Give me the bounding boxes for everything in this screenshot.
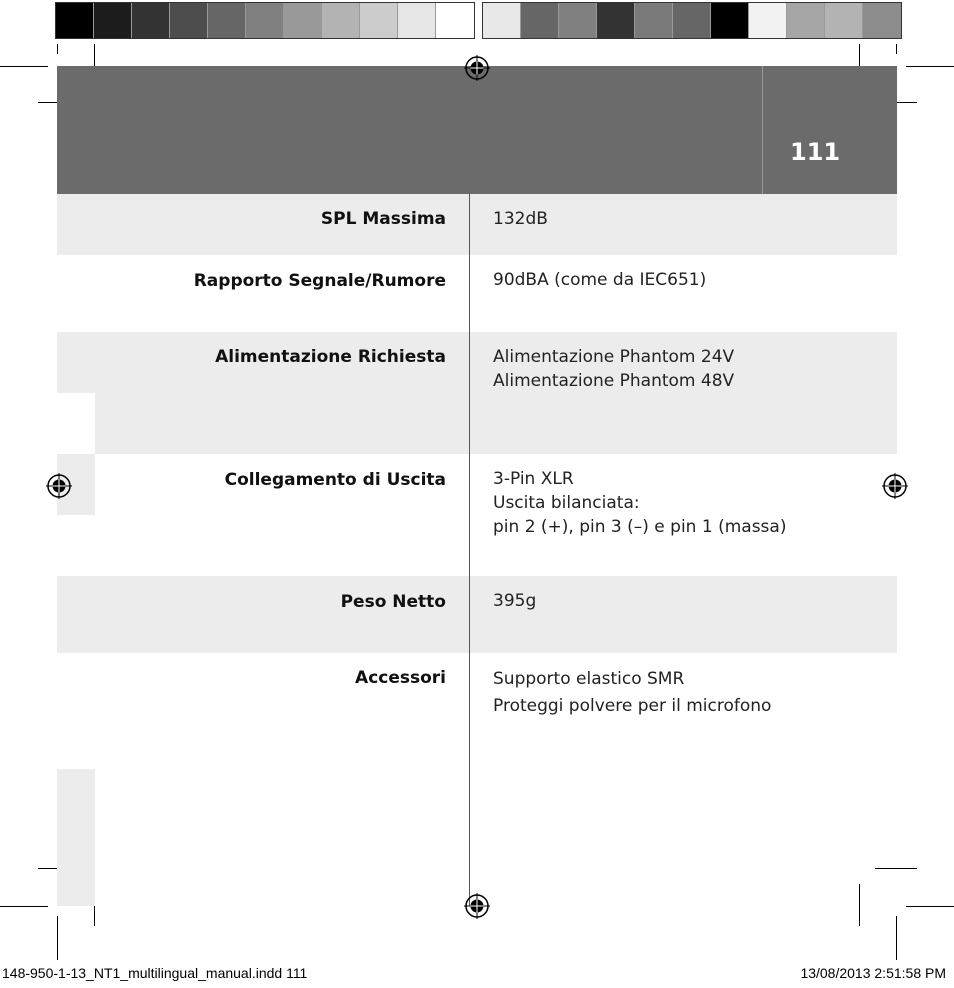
crop-mark — [859, 884, 860, 926]
left-margin-strip — [57, 769, 95, 906]
color-swatch — [284, 3, 322, 38]
crop-mark — [0, 906, 48, 907]
page-number: 111 — [790, 138, 841, 166]
color-swatch — [360, 3, 398, 38]
crop-mark — [57, 44, 58, 54]
color-swatch-bar-right — [482, 2, 902, 39]
spec-label-accessories: Accessori — [355, 668, 446, 688]
spec-value-output: 3-Pin XLR Uscita bilanciata: pin 2 (+), pin 3 (–) e pin 1 (massa) — [493, 469, 787, 537]
spec-value-snr: 90dBA (come da IEC651) — [493, 270, 707, 290]
color-swatch — [787, 3, 825, 38]
color-swatch — [521, 3, 559, 38]
color-swatch — [56, 3, 94, 38]
spec-value-power: Alimentazione Phantom 24V Alimentazione Phantom 48V — [493, 347, 735, 391]
registration-mark-icon — [882, 473, 908, 499]
column-divider — [469, 194, 470, 906]
spec-label-power: Alimentazione Richiesta — [215, 347, 446, 367]
crop-mark — [57, 916, 58, 960]
color-swatch — [673, 3, 711, 38]
spec-row-band — [57, 194, 897, 255]
color-swatch — [597, 3, 635, 38]
color-swatch — [483, 3, 521, 38]
color-swatch — [863, 3, 901, 38]
spec-row-band — [95, 393, 897, 454]
crop-mark — [896, 916, 897, 960]
color-swatch — [749, 3, 787, 38]
spec-label-weight: Peso Netto — [340, 592, 446, 612]
crop-mark — [896, 44, 897, 54]
registration-mark-icon — [464, 55, 490, 81]
registration-mark-icon — [464, 893, 490, 919]
spec-value-accessories: Supporto elastico SMR Proteggi polvere per il microfono — [493, 669, 772, 716]
color-swatch-bar-left — [55, 2, 475, 39]
crop-mark — [0, 66, 48, 67]
color-swatch — [635, 3, 673, 38]
file-slug: 148-950-1-13_NT1_multilingual_manual.indd 111 — [2, 965, 308, 981]
spec-label-output: Collegamento di Uscita — [224, 470, 446, 490]
color-swatch — [559, 3, 597, 38]
header-divider — [762, 66, 763, 194]
color-swatch — [246, 3, 284, 38]
registration-mark-icon — [46, 473, 72, 499]
crop-mark — [906, 906, 954, 907]
spec-label-snr: Rapporto Segnale/Rumore — [193, 271, 446, 291]
spec-label-spl: SPL Massima — [320, 209, 446, 229]
spec-value-spl: 132dB — [493, 209, 548, 229]
crop-mark — [875, 868, 917, 869]
color-swatch — [398, 3, 436, 38]
color-swatch — [711, 3, 749, 38]
color-swatch — [322, 3, 360, 38]
color-swatch — [436, 3, 474, 38]
page-header-band — [57, 66, 897, 194]
color-swatch — [94, 3, 132, 38]
color-swatch — [208, 3, 246, 38]
color-swatch — [170, 3, 208, 38]
crop-mark — [906, 66, 954, 67]
spec-value-weight: 395g — [493, 591, 537, 611]
spec-row-band — [57, 332, 897, 393]
color-swatch — [825, 3, 863, 38]
spec-row-band — [57, 576, 897, 653]
color-swatch — [132, 3, 170, 38]
timestamp-slug: 13/08/2013 2:51:58 PM — [800, 965, 946, 981]
